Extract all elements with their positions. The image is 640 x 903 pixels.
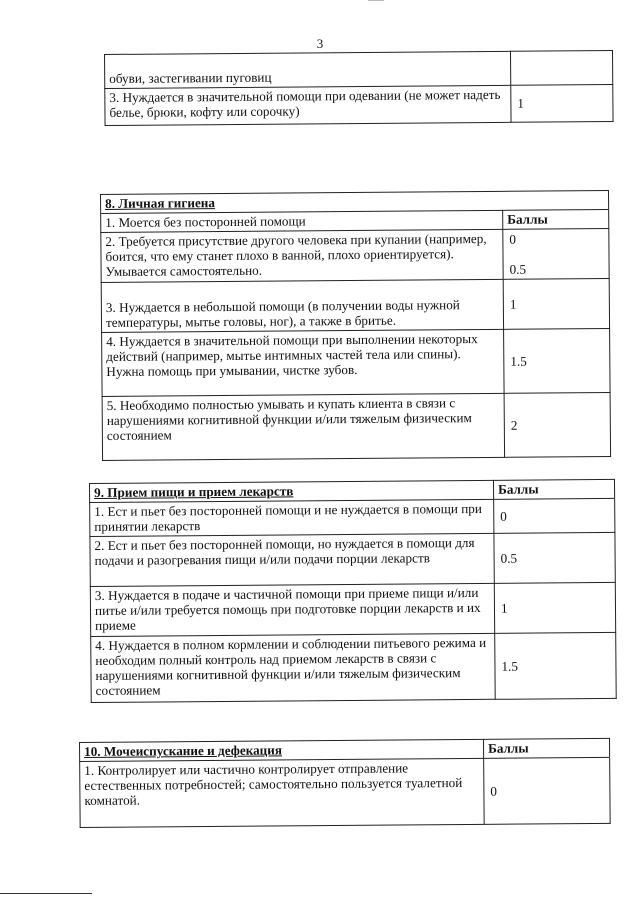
criterion-text: 1. Контролирует или частично контролирует отправление естественных потребностей; самостоятельно пользуется туалетной комнатой.: [80, 758, 485, 827]
footnote-divider: [0, 893, 92, 894]
section-table-personal-hygiene: [100, 190, 611, 461]
section-title: 9. Прием пищи и прием лекарств: [90, 480, 494, 502]
criterion-text: 2. Ест и пьет без посторонней помощи, но нуждается в помощи для подачи и разогревания пищи и/или подачи порции лекарств: [90, 533, 494, 586]
page-number: 3: [316, 36, 324, 51]
score-cell: 1.5: [504, 329, 610, 394]
score-cell: 0: [484, 757, 611, 824]
criterion-text: 3. Нуждается в небольшой помощи (в получении воды нужной температуры, мытье головы, ног), а также в бритье.: [101, 279, 503, 332]
criterion-text: 4. Нуждается в значительной помощи при выполнении некоторых действий (например, мытье интимных частей тела или спины). Нужна помощь при умывании, чистке зубов.: [102, 329, 504, 396]
table-row: [91, 632, 617, 702]
criterion-text: 4. Нуждается в полном кормлении и соблюдении питьевого режима и необходим полный контроль над приемом лекарств в связи с нарушениями когнитивной функции и/или тяжелым физическим состоянием: [91, 633, 496, 702]
table-row: [102, 393, 610, 461]
table-row: [80, 757, 611, 827]
table-row: [90, 582, 615, 636]
table-row: [101, 279, 609, 333]
score-cell: [510, 51, 612, 86]
score-cell: 1.5: [495, 632, 617, 699]
score-cell: 1: [511, 85, 613, 123]
table-row: [90, 532, 615, 586]
section-title: 8. Личная гигиена: [101, 191, 609, 214]
table-row: [90, 498, 615, 536]
continued-table: [104, 50, 614, 126]
section-title: 10. Мочеиспускание и дефекация: [80, 739, 484, 761]
score-cell: 1: [494, 582, 615, 633]
score-cell: 0 0.5: [503, 229, 609, 280]
score-cell: 0: [494, 498, 615, 533]
criterion-text: обуви, застегивании пуговиц: [105, 51, 511, 88]
criterion-text: 3. Нуждается в значительной помощи при одевании (не может надеть белье, брюки, кофту или сорочку): [105, 85, 511, 125]
score-column-header: Баллы: [493, 479, 614, 499]
criterion-text: 5. Необходимо полностью умывать и купать клиента в связи с нарушениями когнитивной функции и/или тяжелым физическим состоянием: [102, 393, 504, 460]
table-row: [102, 329, 610, 397]
table-row: [101, 229, 609, 283]
score-cell: 0.5: [494, 532, 615, 583]
table-row: [105, 85, 613, 126]
score-cell: 1: [503, 279, 609, 330]
section-table-eating-medication: [89, 479, 617, 703]
table-row: [105, 51, 613, 89]
criterion-text: 2. Требуется присутствие другого человека при купании (например, боится, что ему станет плохо в ванной, плохо ориентируется). Умывается самостоятельно.: [101, 229, 503, 282]
criterion-text: 1. Ест и пьет без посторонней помощи и не нуждается в помощи при принятии лекарств: [90, 499, 494, 536]
scan-artifact-mark: [368, 0, 384, 4]
section-table-urination-defecation: [79, 738, 611, 828]
score-cell: 2: [504, 393, 610, 458]
score-column-header: Баллы: [483, 738, 609, 758]
criterion-text: 1. Моется без посторонней помощи: [101, 210, 503, 232]
score-column-header: Баллы: [503, 210, 609, 230]
criterion-text: 3. Нуждается в подаче и частичной помощи при приеме пищи и/или питье и/или требуется помощь при подготовке порции лекарств и их приеме: [90, 583, 494, 636]
